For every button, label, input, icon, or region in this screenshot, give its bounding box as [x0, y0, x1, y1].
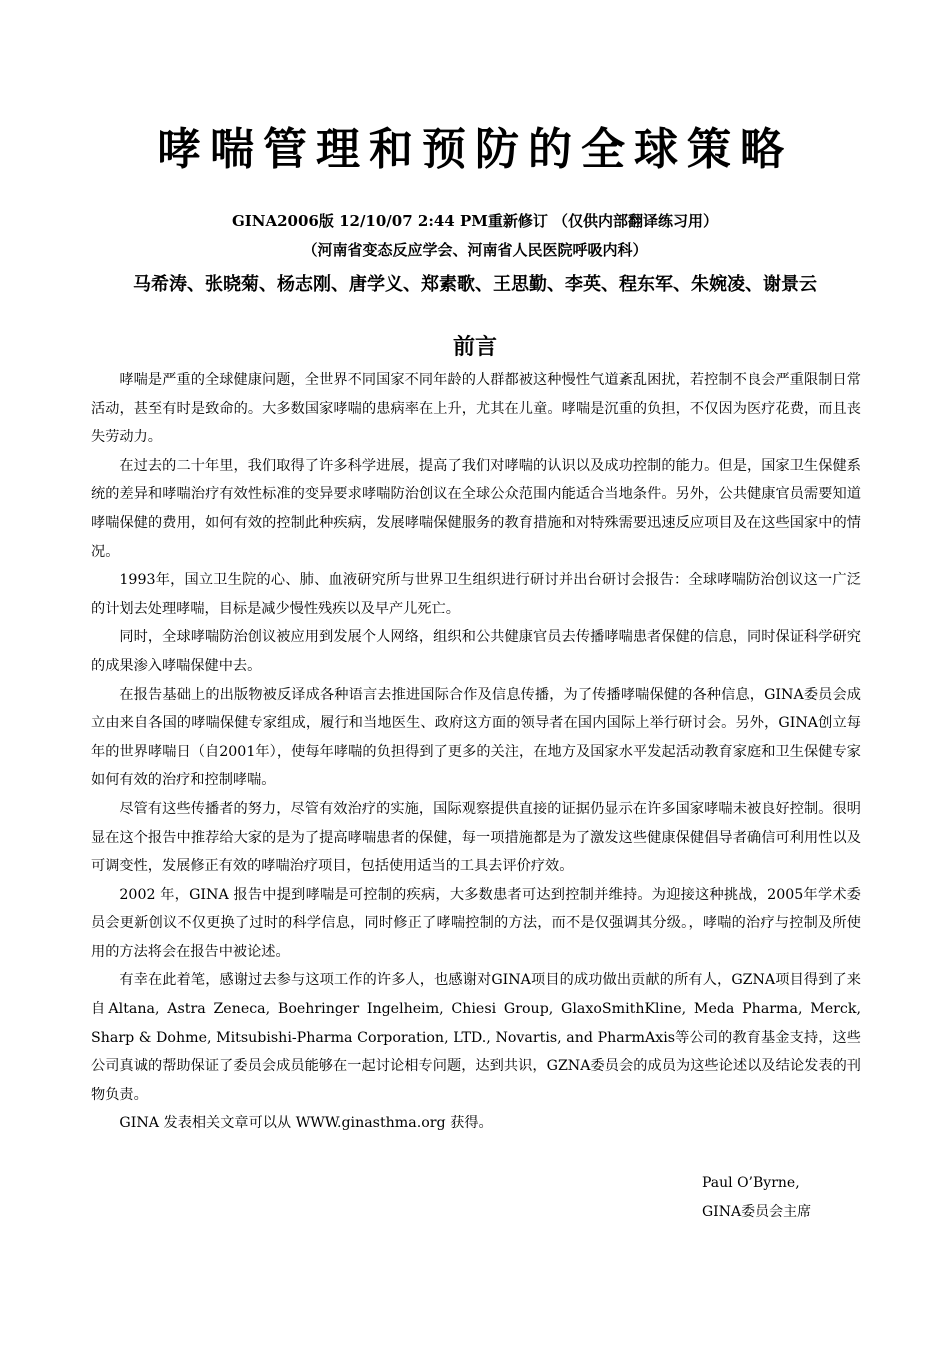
- paragraph: 1993年，国立卫生院的心、肺、血液研究所与世界卫生组织进行研讨并出台研讨会报告：全球哮喘防治创议这一广泛的计划去处理哮喘，目标是减少慢性残疾以及早产儿死亡。: [91, 572, 861, 617]
- preface-body: [91, 366, 861, 1138]
- signature-block: [702, 1169, 902, 1226]
- paragraph: 有幸在此着笔，感谢过去参与这项工作的许多人，也感谢对GINA项目的成功做出贡献的所有人，GZNA项目得到了来自Altana, Astra Zeneca, Boehringer Ingelheim, Chiesi Group, GlaxoSmithKline, Meda Pharma, Merck, Sharp & Dohme, Mitsubishi-Pharma Corporation, LTD., Novartis, and PharmAxis等公司的教育基金支持，这些公司真诚的帮助保证了委员会成员能够在一起讨论相专问题，达到共识，GZNA委员会的成员为这些论述以及结论发表的刊物负责。: [91, 972, 861, 1103]
- paragraph: 同时，全球哮喘防治创议被应用到发展个人网络，组织和公共健康官员去传播哮喘患者保健的信息，同时保证科学研究的成果渗入哮喘保健中去。: [91, 629, 861, 674]
- authors-line: 马希涛、张晓菊、杨志刚、唐学义、郑素歌、王思勤、李英、程东军、朱婉凌、谢景云: [133, 274, 817, 295]
- institution-line: （河南省变态反应学会、河南省人民医院呼吸内科）: [302, 241, 648, 259]
- paragraph: 在报告基础上的出版物被反译成各种语言去推进国际合作及信息传播，为了传播哮喘保健的各种信息，GINA委员会成立由来自各国的哮喘保健专家组成，履行和当地医生、政府这方面的领导者在国内国际上举行研讨会。另外，GINA创立每年的世界哮喘日（自2001年），使每年哮喘的负担得到了更多的关注，在地方及国家水平发起活动教育家庭和卫生保健专家如何有效的治疗和控制哮喘。: [91, 686, 861, 789]
- signature-name: Paul O’Byrne,: [702, 1175, 800, 1191]
- paragraph: GINA 发表相关文章可以从 WWW.ginasthma.org 获得。: [119, 1115, 493, 1132]
- paragraph: 哮喘是严重的全球健康问题，全世界不同国家不同年龄的人群都被这种慢性气道紊乱困扰，若控制不良会严重限制日常活动，甚至有时是致命的。大多数国家哮喘的患病率在上升，尤其在儿童。哮喘是沉重的负担，不仅因为医疗花费，而且丧失劳动力。: [91, 372, 861, 446]
- edition-line: GINA2006版 12/10/07 2:44 PM重新修订 （仅供内部翻译练习用）: [231, 212, 719, 230]
- paragraph: 2002 年，GINA 报告中提到哮喘是可控制的疾病，大多数患者可达到控制并维持。为迎接这种挑战，2005年学术委员会更新创议不仅更换了过时的科学信息，同时修正了哮喘控制的方法，而不是仅强调其分级。，哮喘的治疗与控制及所使用的方法将会在报告中被论述。: [91, 886, 861, 960]
- document-title: 哮喘管理和预防的全球策略: [157, 124, 793, 175]
- preface-heading: 前言: [452, 334, 497, 360]
- paragraph: 在过去的二十年里，我们取得了许多科学进展，提高了我们对哮喘的认识以及成功控制的能力。但是，国家卫生保健系统的差异和哮喘治疗有效性标准的变异要求哮喘防治创议在全球公众范围内能适合当地条件。另外，公共健康官员需要知道哮喘保健的费用，如何有效的控制此种疾病，发展哮喘保健服务的教育措施和对特殊需要迅速反应项目及在这些国家中的情况。: [91, 457, 861, 560]
- paragraph: 尽管有这些传播者的努力，尽管有效治疗的实施，国际观察提供直接的证据仍显示在许多国家哮喘未被良好控制。很明显在这个报告中推荐给大家的是为了提高哮喘患者的保健，每一项措施都是为了激发这些健康保健倡导者确信可利用性以及可调变性，发展修正有效的哮喘治疗项目，包括使用适当的工具去评价疗效。: [91, 800, 861, 875]
- signature-role: GINA委员会主席: [702, 1203, 812, 1220]
